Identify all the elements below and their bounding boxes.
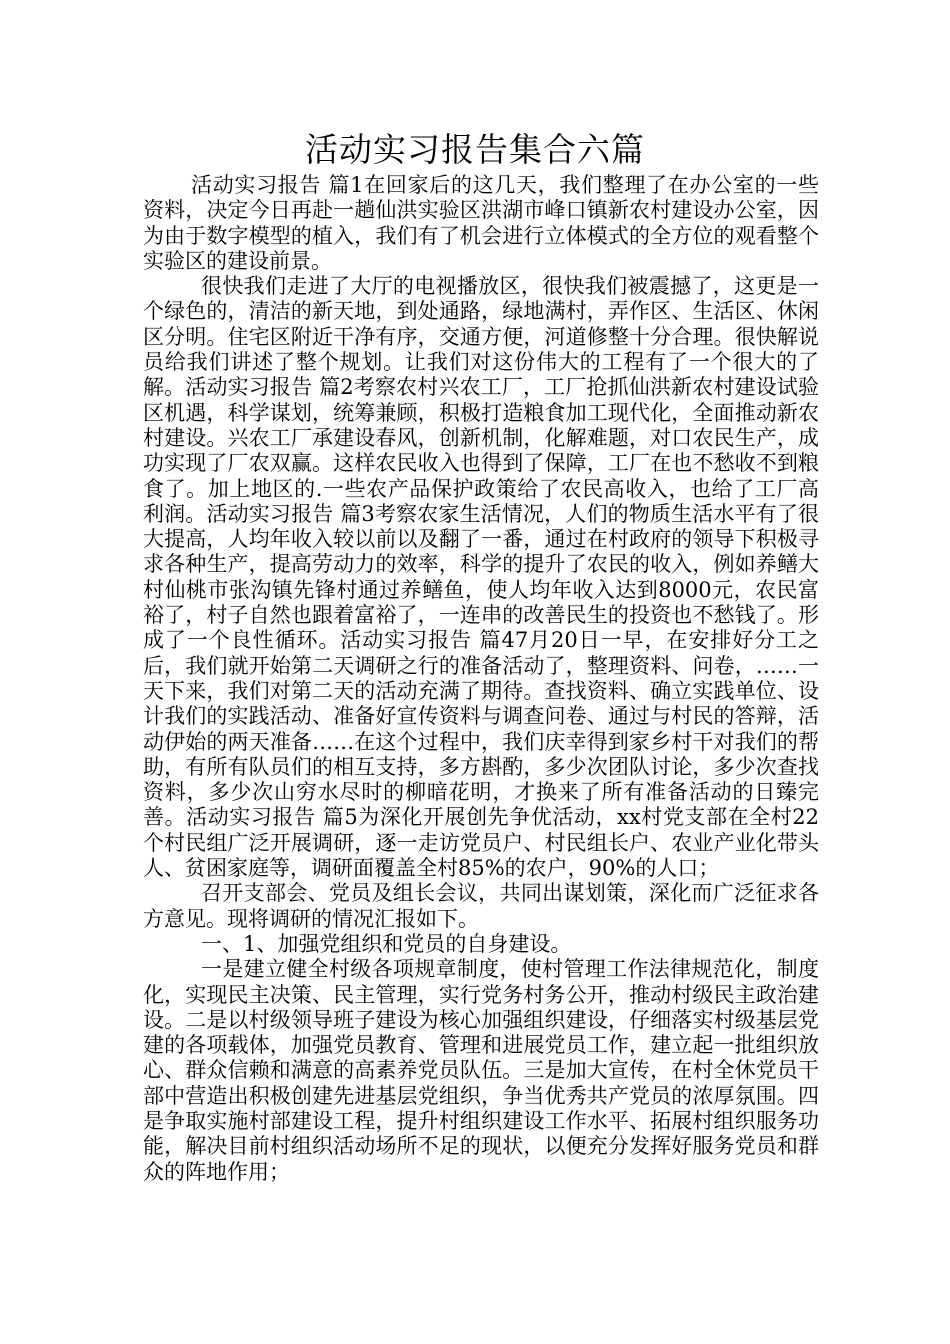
paragraph-1: 活动实习报告 篇1在回家后的这几天，我们整理了在办公室的一些资料，决定今日再赴一趟仙洪实验区洪湖市峰口镇新农村建设办公室，因为由于数字模型的植入，我们有了机会进行立体模式的全方位的观看整个实验区的建设前景。 — [143, 173, 819, 273]
paragraph-4: 一、1、加强党组织和党员的自身建设。 — [201, 931, 572, 956]
paragraph-2: 很快我们走进了大厅的电视播放区，很快我们被震撼了，这更是一个绿色的，清洁的新天地，到处通路，绿地满村，弄作区、生活区、休闲区分明。住宅区附近干净有序，交通方便，河道修整十分合理。很快解说员给我们讲述了整个规划。让我们对这份伟大的工程有了一个很大的了解。活动实习报告 篇2考察农村兴农工厂，工厂抢抓仙洪新农村建设试验区机遇，科学谋划，统筹兼顾，积极打造粮食加工现代化，全面推动新农村建设。兴农工厂承建设春风，创新机制，化解难题，对口农民生产，成功实现了厂农双赢。这样农民收入也得到了保障，工厂在也不愁收不到粮食了。加上地区的.一些农产品保护政策给了农民高收入，也给了工厂高利润。活动实习报告 篇3考察农家生活情况，人们的物质生活水平有了很大提高，人均年收入较以前以及翻了一番，通过在村政府的领导下积极寻求各种生产，提高劳动力的效率，科学的提升了农民的收入，例如养鳝大村仙桃市张沟镇先锋村通过养鳝鱼，使人均年收入达到8000元，农民富裕了，村子自然也跟着富裕了，一连串的改善民生的投资也不愁钱了。形成了一个良性循环。活动实习报告 篇47月20日一早，在安排好分工之后，我们就开始第二天调研之行的准备活动了，整理资料、问卷，……一天下来，我们对第二天的活动充满了期待。查找资料、确立实践单位、设计我们的实践活动、准备好宣传资料与调查问卷、通过与村民的答辩，活动伊始的两天准备……在这个过程中，我们庆幸得到家乡村干对我们的帮助，有所有队员们的相互支持，多方斟酌，多少次团队讨论，多少次查找资料，多少次山穷水尽时的柳暗花明，才换来了所有准备活动的日臻完善。活动实习报告 篇5为深化开展创先争优活动，xx村党支部在全村22个村民组广泛开展调研，逐一走访党员户、村民组长户、农业产业化带头人、贫困家庭等，调研面覆盖全村85%的农户，90%的人口； — [143, 274, 819, 881]
paragraph-5: 一是建立健全村级各项规章制度，使村管理工作法律规范化，制度化，实现民主决策、民主管理，实行党务村务公开，推动村级民主政治建设。二是以村级领导班子建设为核心加强组织建设，仔细落实村级基层党建的各项载体，加强党员教育、管理和进展党员工作，建立起一批组织放心、群众信赖和满意的高素养党员队伍。三是加大宣传，在村全休党员干部中营造出积极创建先进基层党组织，争当优秀共产党员的浓厚氛围。四是争取实施村部建设工程，提升村组织建设工作水平、拓展村组织服务功能，解决目前村组织活动场所不足的现状，以便充分发挥好服务党员和群众的阵地作用； — [143, 957, 819, 1184]
document-body — [143, 173, 819, 1185]
document-title: 活动实习报告集合六篇 — [305, 130, 645, 169]
paragraph-3: 召开支部会、党员及组长会议，共同出谋划策，深化而广泛征求各方意见。现将调研的情况汇报如下。 — [143, 881, 819, 931]
